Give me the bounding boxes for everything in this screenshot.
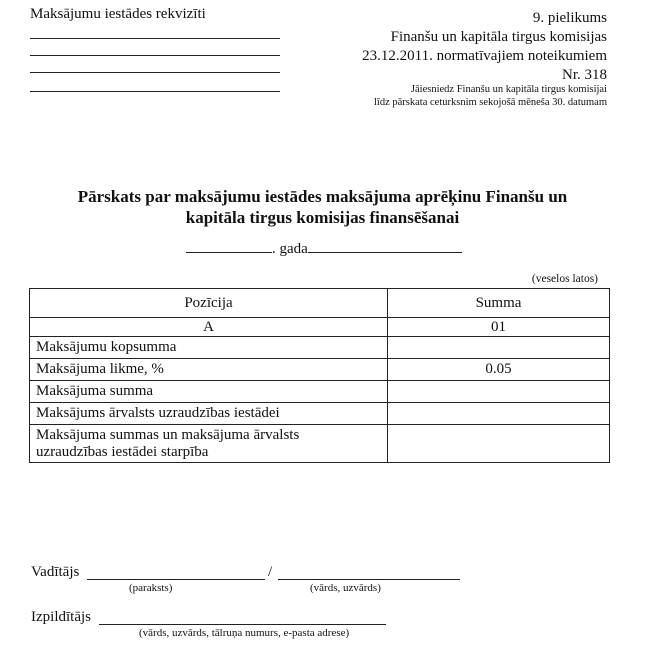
report-title (40, 186, 605, 228)
table-row (30, 425, 610, 463)
annex-authority: Finanšu un kapitāla tirgus komisijas (390, 29, 607, 45)
row-label (30, 425, 388, 463)
table-row (30, 381, 610, 403)
executor-caption: (vārds, uzvārds, tālruņa numurs, e-pasta adrese) (139, 627, 350, 639)
executor-label: Izpildītājs (31, 609, 91, 625)
report-date-line (186, 238, 462, 258)
submission-note (374, 83, 607, 109)
requisites-line-3 (30, 72, 280, 73)
row-label: Maksājuma summa (30, 381, 388, 403)
head-signature-line[interactable] (87, 579, 265, 580)
row-value[interactable] (388, 425, 610, 463)
requisites-title: Maksājumu iestādes rekvizīti (30, 6, 206, 22)
row-label-line-1: Maksājuma summas un maksājuma ārvalsts (36, 426, 300, 443)
requisites-line-2 (30, 55, 280, 56)
name-caption: (vārds, uzvārds) (310, 582, 381, 594)
row-value[interactable] (388, 337, 610, 359)
report-table (29, 288, 610, 463)
requisites-line-1 (30, 38, 280, 39)
annex-number: 9. pielikums (532, 10, 607, 26)
table-row (30, 359, 610, 381)
row-label: Maksājumu kopsumma (30, 337, 388, 359)
code-amount: 01 (388, 318, 610, 337)
year-suffix: . gada (272, 241, 308, 257)
table-header-row (30, 289, 610, 318)
signature-caption: (paraksts) (129, 582, 173, 594)
table-row (30, 337, 610, 359)
units-note: (veselos latos) (531, 273, 598, 285)
row-value[interactable] (388, 403, 610, 425)
annex-regulation: 23.12.2011. normatīvajiem noteikumiem (362, 48, 607, 64)
submission-note-line-1: Jāiesniedz Finanšu un kapitāla tirgus komisijai (410, 84, 607, 95)
annex-header (362, 9, 607, 85)
head-name-line[interactable] (278, 579, 460, 580)
annex-reg-number: Nr. 318 (562, 67, 607, 83)
table-row (30, 403, 610, 425)
requisites-line-4 (30, 91, 280, 92)
row-label: Maksājuma likme, % (30, 359, 388, 381)
report-title-line-2: kapitāla tirgus komisijas finansēšanai (185, 208, 460, 227)
year-blank[interactable] (186, 238, 272, 253)
row-value[interactable]: 0.05 (388, 359, 610, 381)
table-code-row (30, 318, 610, 337)
signature-separator: / (268, 564, 273, 580)
row-value[interactable] (388, 381, 610, 403)
report-title-line-1: Pārskats par maksājumu iestādes maksājuma aprēķinu Finanšu un (77, 187, 568, 206)
code-position: A (30, 318, 388, 337)
row-label: Maksājums ārvalsts uzraudzības iestādei (30, 403, 388, 425)
date-blank[interactable] (308, 238, 462, 253)
header-position: Pozīcija (30, 289, 388, 318)
executor-line[interactable] (99, 624, 386, 625)
submission-note-line-2: līdz pārskata ceturksnim sekojošā mēneša 30. datumam (374, 97, 607, 108)
head-label: Vadītājs (31, 564, 80, 580)
row-label-line-2: uzraudzības iestādei starpība (36, 443, 209, 460)
header-amount: Summa (388, 289, 610, 318)
